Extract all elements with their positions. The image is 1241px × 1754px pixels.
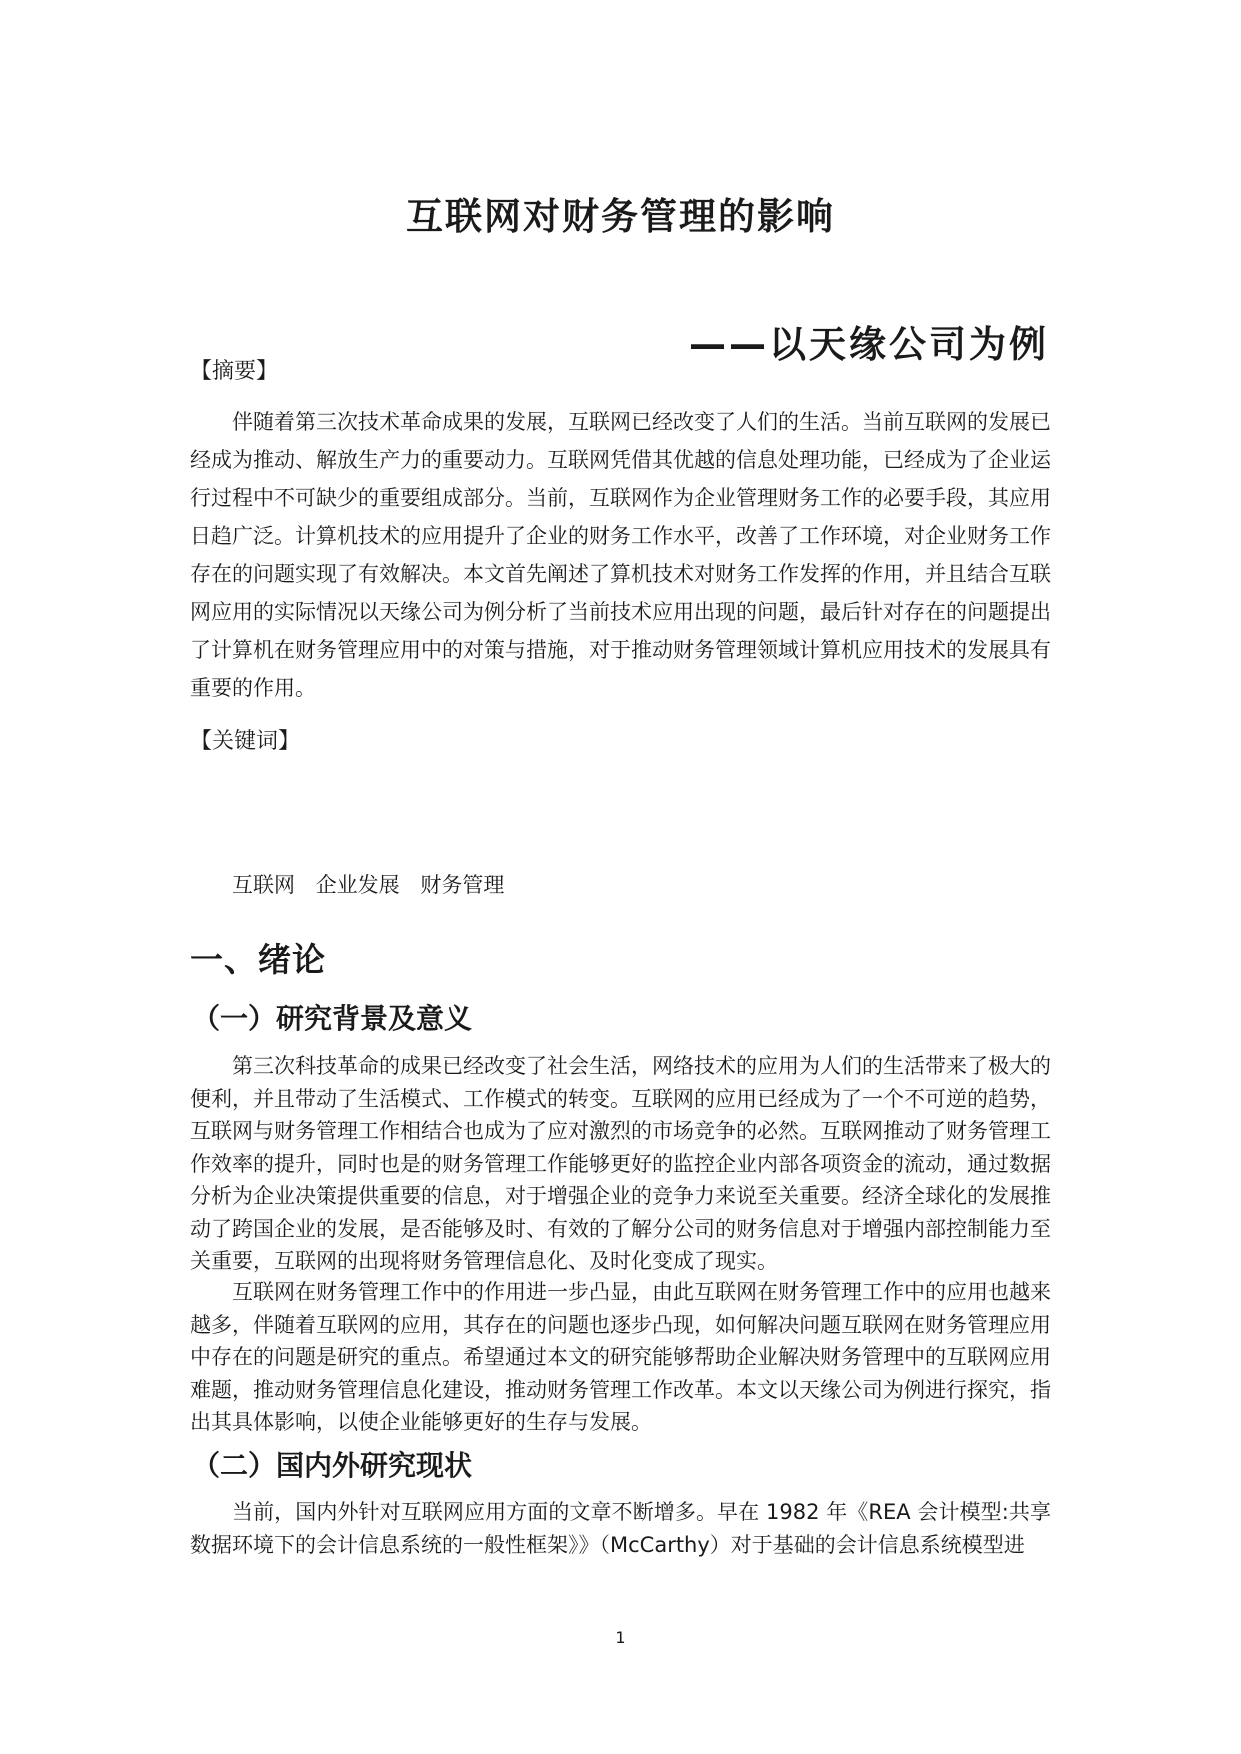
subsection-heading-research-status: （二）国内外研究现状 xyxy=(192,1449,473,1482)
paragraph-background-2: 互联网在财务管理工作中的作用进一步凸显，由此互联网在财务管理工作中的应用也越来越多，伴随着互联网的应用，其存在的问题也逐步凸现，如何解决问题互联网在财务管理应用中存在的问题是研究的重点。希望通过本文的研究能够帮助企业解决财务管理中的互联网应用难题，推动财务管理信息化建设，推动财务管理工作改革。本文以天缘公司为例进行探究，指出其具体影响，以使企业能够更好的生存与发展。 xyxy=(190,1280,1051,1434)
keywords-label: 【关键词】 xyxy=(190,729,301,754)
keywords-list xyxy=(232,869,518,899)
page-number: 1 xyxy=(615,1628,626,1647)
abstract-text: 伴随着第三次技术革命成果的发展，互联网已经改变了人们的生活。当前互联网的发展已经成为推动、解放生产力的重要动力。互联网凭借其优越的信息处理功能，已经成为了企业运行过程中不可缺少的重要组成部分。当前，互联网作为企业管理财务工作的必要手段，其应用日趋广泛。计算机技术的应用提升了企业的财务工作水平，改善了工作环境，对企业财务工作存在的问题实现了有效解决。本文首先阐述了算机技术对财务工作发挥的作用，并且结合互联网应用的实际情况以天缘公司为例分析了当前技术应用出现的问题，最后针对存在的问题提出了计算机在财务管理应用中的对策与措施，对于推动财务管理领域计算机应用技术的发展具有重要的作用。 xyxy=(190,410,1051,700)
paragraph-research-status: 当前，国内外针对互联网应用方面的文章不断增多。早在 1982 年《REA 会计模型:共享数据环境下的会计信息系统的一般性框架》》（McCarthy）对于基础的会计信息系统模型进 xyxy=(190,1500,1051,1557)
paragraph-background-1: 第三次科技革命的成果已经改变了社会生活，网络技术的应用为人们的生活带来了极大的便利，并且带动了生活模式、工作模式的转变。互联网的应用已经成为了一个不可逆的趋势，互联网与财务管理工作相结合也成为了应对激烈的市场竞争的必然。互联网推动了财务管理工作效率的提升，同时也是的财务管理工作能够更好的监控企业内部各项资金的流动，通过数据分析为企业决策提供重要的信息，对于增强企业的竞争力来说至关重要。经济全球化的发展推动了跨国企业的发展，是否能够及时、有效的了解分公司的财务信息对于增强内部控制能力至关重要，互联网的出现将财务管理信息化、及时化变成了现实。 xyxy=(190,1054,1051,1273)
page-title: 互联网对财务管理的影响 xyxy=(406,195,835,238)
section-heading: 一、绪论 xyxy=(190,940,326,979)
keyword-item: 财务管理 xyxy=(420,873,505,897)
keyword-item: 企业发展 xyxy=(315,873,400,897)
keyword-item: 互联网 xyxy=(232,873,295,897)
abstract-label: 【摘要】 xyxy=(190,359,279,384)
subsection-heading-background: （一）研究背景及意义 xyxy=(192,1002,473,1035)
page-subtitle: ——以天缘公司为例 xyxy=(689,323,1049,366)
